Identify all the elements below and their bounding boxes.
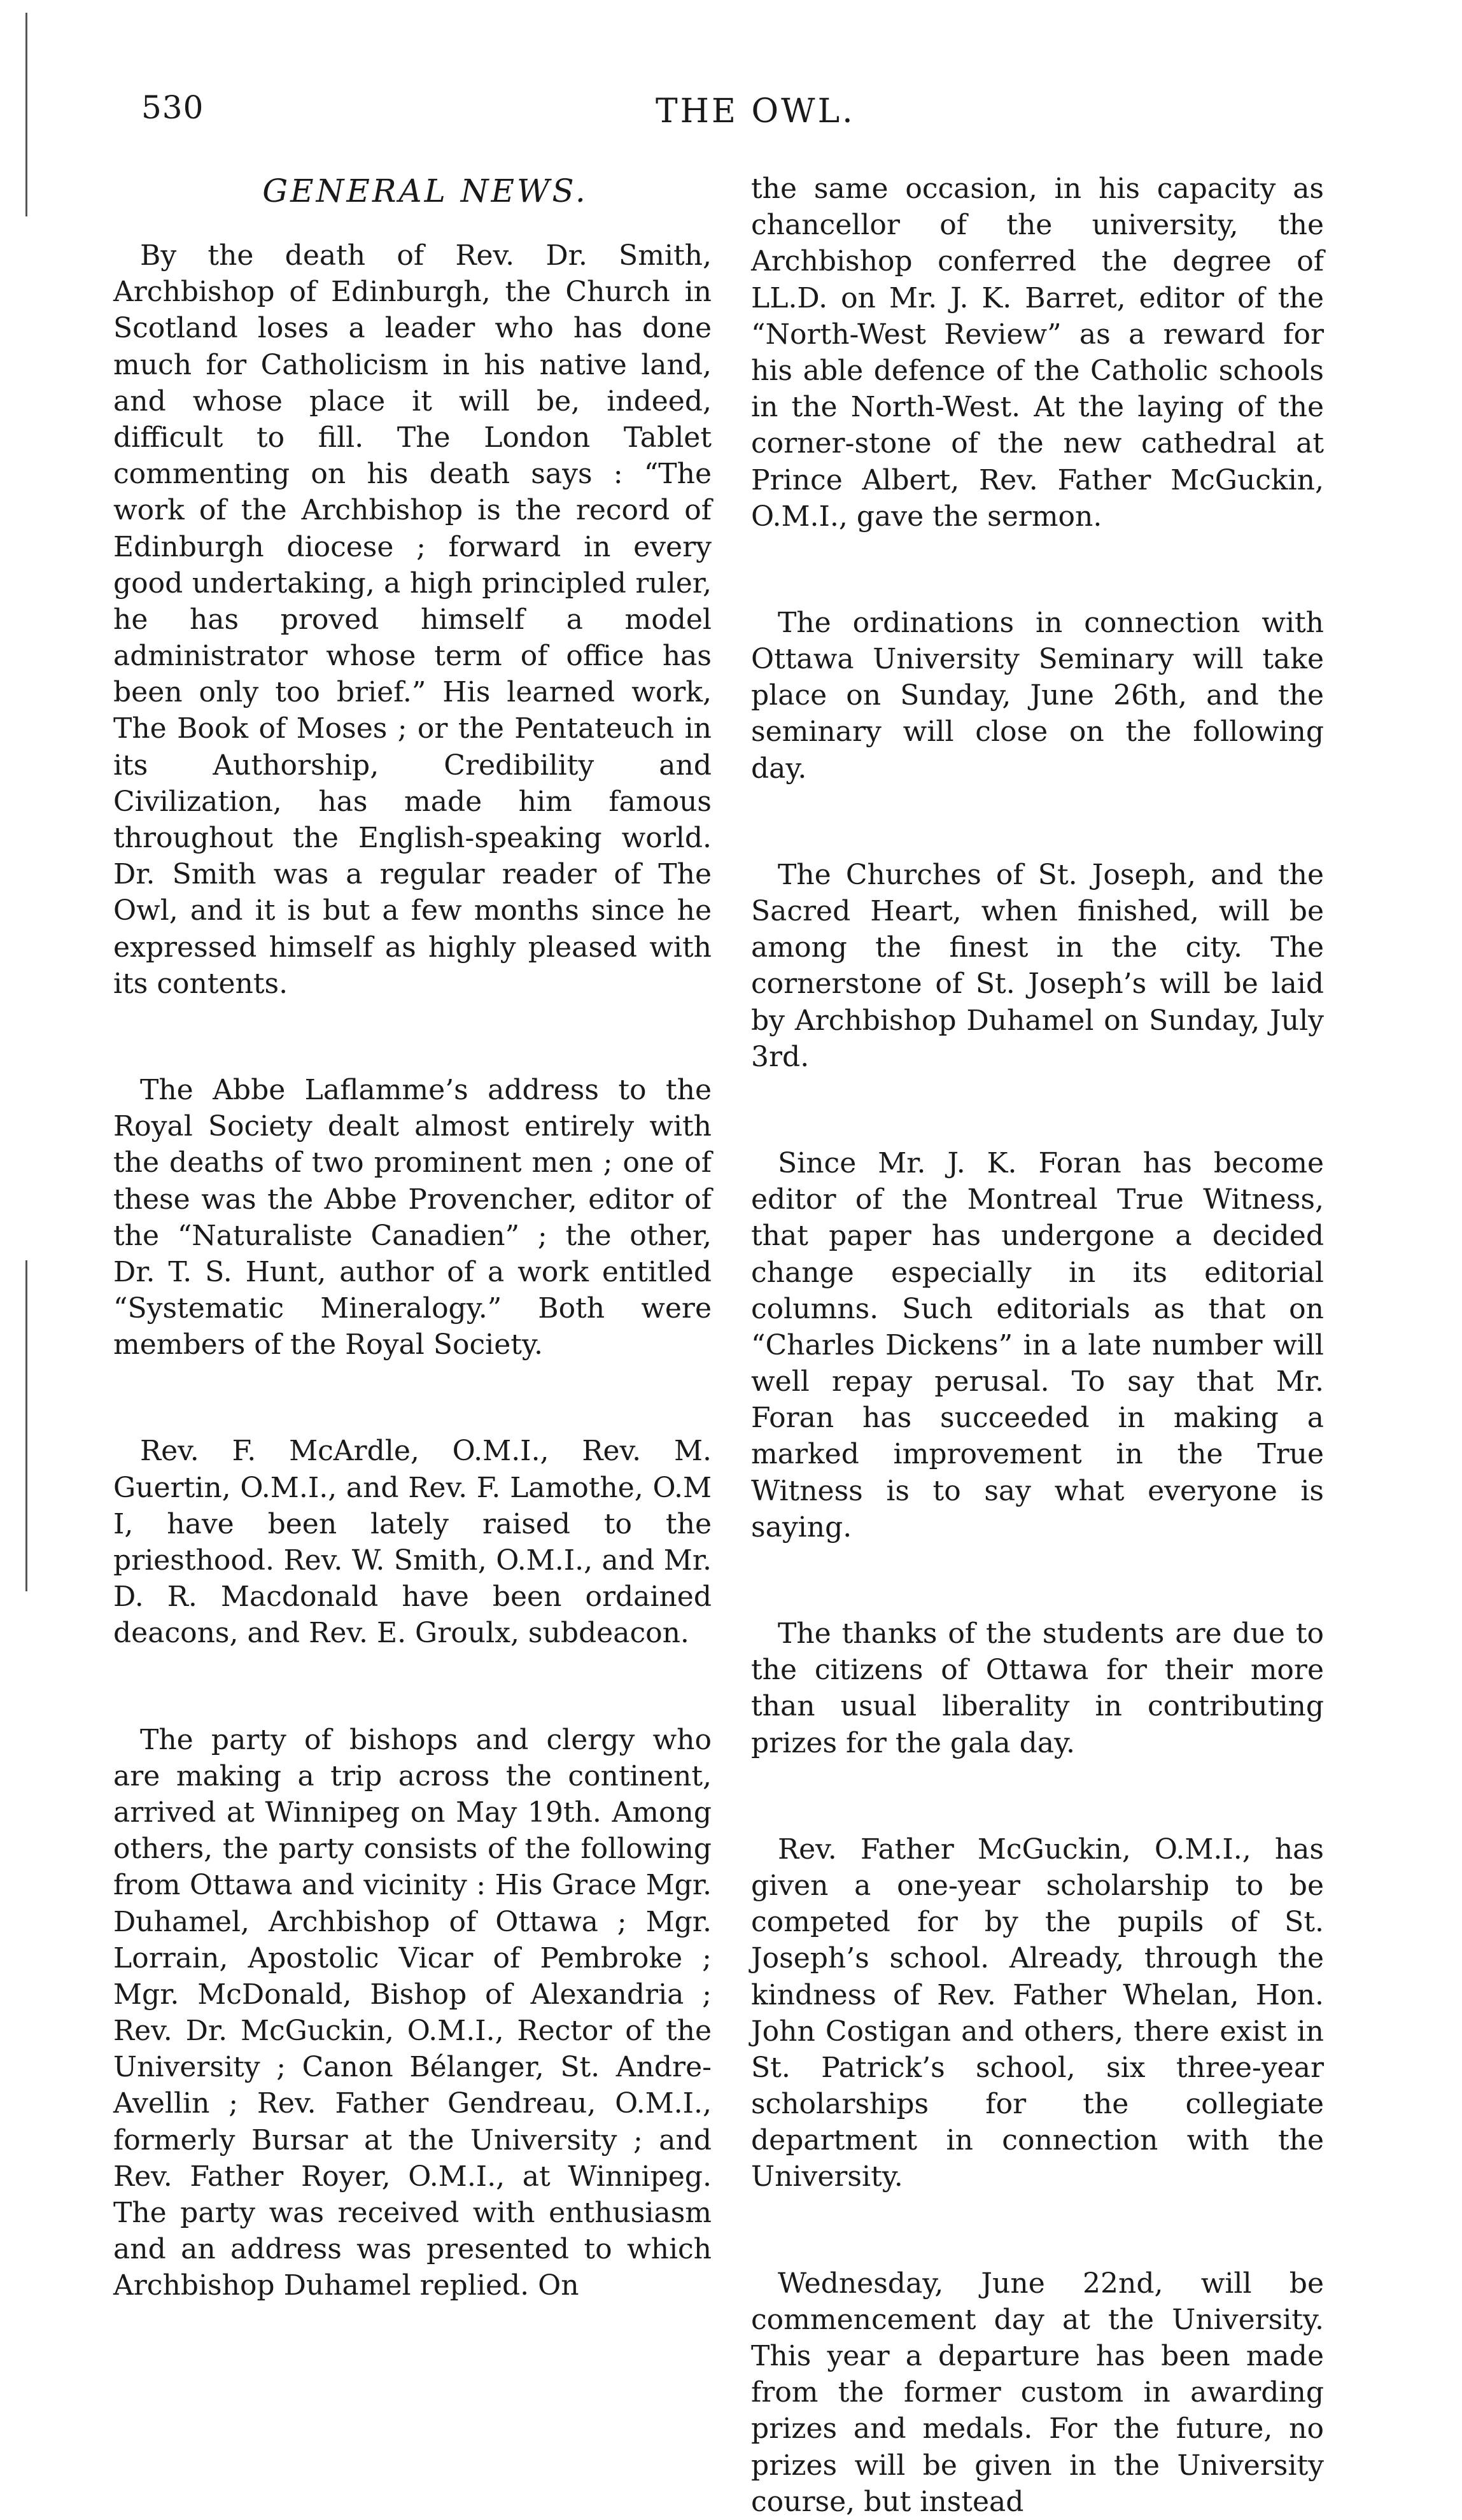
left-column: [113, 171, 712, 2304]
article-paragraph: The thanks of the students are due to the citizens of Ottawa for their more than usual liberality in contributing prizes for the gala day.: [751, 1617, 1324, 1759]
section-heading: GENERAL NEWS.: [262, 172, 588, 209]
article-paragraph: Rev. Father McGuckin, O.M.I., has given a one-year scholarship to be competed for by the pupils of St. Joseph’s school. Already, through the kindness of Rev. Father Whelan, Hon. John Costigan and others, there exist in St. Patrick’s school, six three-year scholarships for the collegiate department in connection with the University.: [751, 1833, 1324, 2193]
article-paragraph: Since Mr. J. K. Foran has become editor of the Montreal True Witness, that paper has undergone a decided change especially in its editorial columns. Such editorials as that on “Charles Dickens” in a late number will well repay perusal. To say that Mr. Foran has succeeded in making a marked improvement in the True Witness is to say what everyone is saying.: [751, 1146, 1324, 1544]
article-paragraph: By the death of Rev. Dr. Smith, Archbishop of Edinburgh, the Church in Scotland loses a leader who has done much for Catholicism in his native land, and whose place it will be, indeed, difficult to fill. The London Tablet commenting on his death says : “The work of the Archbishop is the record of Edinburgh diocese ; forward in every good undertaking, a high principled ruler, he has proved himself a model administrator whose term of office has been only too brief.” His learned work, The Book of Moses ; or the Pentateuch in its Authorship, Credibility and Civilization, has made him famous throughout the English-speaking world. Dr. Smith was a regular reader of The Owl, and it is but a few months since he expressed himself as highly pleased with its contents.: [113, 239, 712, 1000]
right-column: [751, 171, 1324, 2520]
article-paragraph: The Churches of St. Joseph, and the Sacred Heart, when finished, will be among the finest in the city. The cornerstone of St. Joseph’s will be laid by Archbishop Duhamel on Sunday, July 3rd.: [751, 858, 1324, 1073]
article-paragraph: The Abbe Laflamme’s address to the Royal Society dealt almost entirely with the deaths of two prominent men ; one of these was the Abbe Provencher, editor of the “Naturaliste Canadien” ; the other, Dr. T. S. Hunt, author of a work entitled “Systematic Mineralogy.” Both were members of the Royal Society.: [113, 1073, 712, 1362]
article-paragraph-continued: the same occasion, in his capacity as chancellor of the university, the Archbishop conferred the degree of LL.D. on Mr. J. K. Barret, editor of the “North-West Review” as a reward for his able defence of the Catholic schools in the North-West. At the laying of the corner-stone of the new cathedral at Prince Albert, Rev. Father McGuckin, O.M.I., gave the sermon.: [751, 172, 1324, 533]
article-paragraph: The ordinations in connection with Ottawa University Seminary will take place on Sunday, June 26th, and the seminary will close on the following day.: [751, 606, 1324, 785]
article-paragraph: Rev. F. McArdle, O.M.I., Rev. M. Guertin, O.M.I., and Rev. F. Lamothe, O.M I, have been lately raised to the priesthood. Rev. W. Smith, O.M.I., and Mr. D. R. Macdonald have been ordained deacons, and Rev. E. Groulx, subdeacon.: [113, 1435, 712, 1650]
scan-edge-mark: [25, 13, 27, 216]
scan-edge-mark: [25, 1260, 27, 1591]
page-number: 530: [141, 89, 204, 126]
running-head-title: THE OWL.: [656, 92, 855, 130]
article-paragraph: Wednesday, June 22nd, will be commencement day at the University. This year a departure has been made from the former custom in awarding prizes and medals. For the future, no prizes will be given in the University course, but instead: [751, 2267, 1324, 2518]
article-paragraph: The party of bishops and clergy who are making a trip across the continent, arrived at Winnipeg on May 19th. Among others, the party consists of the following from Ottawa and vicinity : His Grace Mgr. Duhamel, Archbishop of Ottawa ; Mgr. Lorrain, Apostolic Vicar of Pembroke ; Mgr. McDonald, Bishop of Alexandria ; Rev. Dr. McGuckin, O.M.I., Rector of the University ; Canon Bélanger, St. Andre-Avellin ; Rev. Father Gendreau, O.M.I., formerly Bursar at the University ; and Rev. Father Royer, O.M.I., at Winnipeg. The party was received with enthusiasm and an address was presented to which Archbishop Duhamel replied. On: [113, 1723, 712, 2302]
